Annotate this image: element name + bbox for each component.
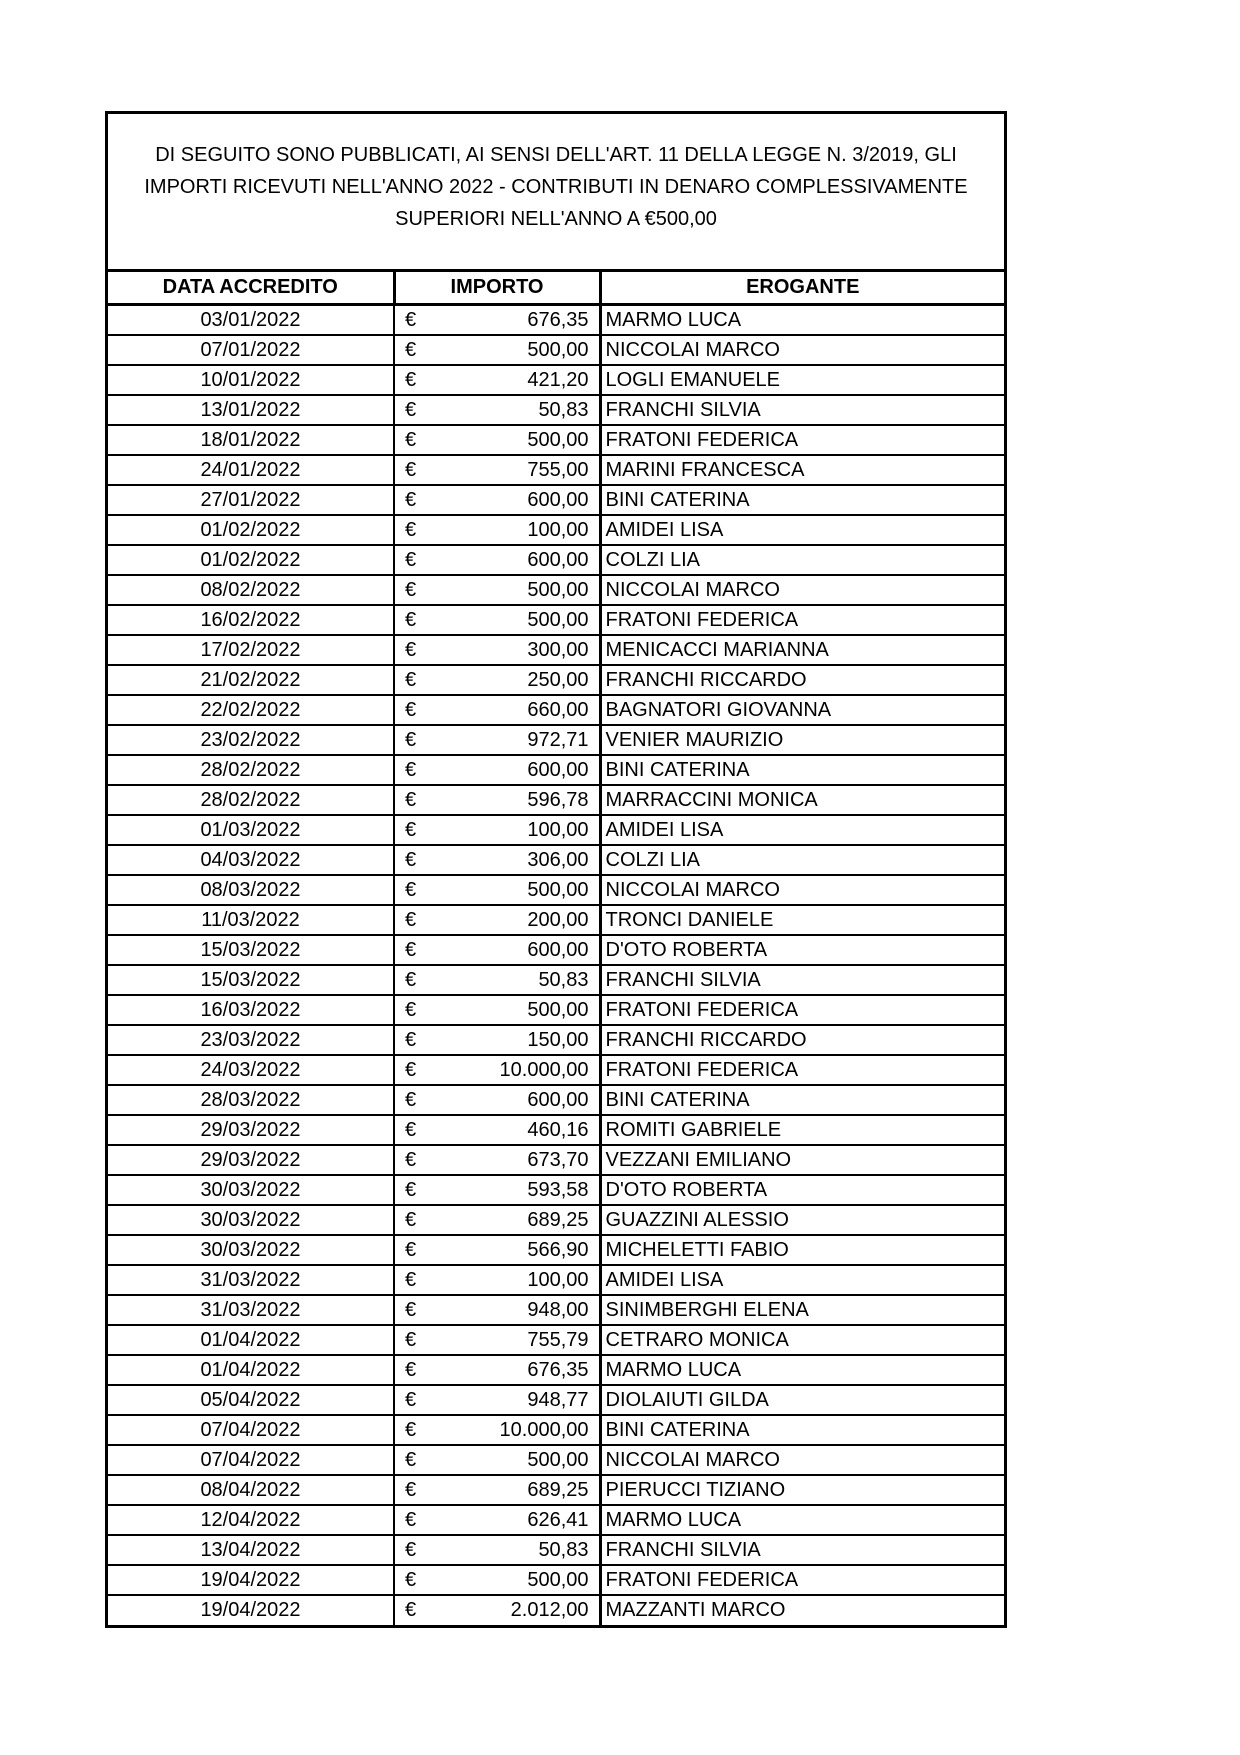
cell-amount	[394, 605, 600, 635]
cell-date: 07/04/2022	[108, 1415, 394, 1445]
amount-value: 50,83	[538, 398, 589, 421]
cell-date: 04/03/2022	[108, 845, 394, 875]
amount-value: 500,00	[527, 998, 589, 1021]
cell-date: 03/01/2022	[108, 304, 394, 335]
amount-value: 755,00	[527, 458, 589, 481]
cell-amount	[394, 1505, 600, 1535]
amount-value: 500,00	[527, 1448, 589, 1471]
currency-symbol: €	[405, 578, 417, 601]
currency-symbol: €	[405, 638, 417, 661]
cell-amount	[394, 785, 600, 815]
cell-date: 01/02/2022	[108, 545, 394, 575]
cell-date: 15/03/2022	[108, 965, 394, 995]
cell-date: 17/02/2022	[108, 635, 394, 665]
currency-symbol: €	[405, 848, 417, 871]
table-row	[108, 905, 1004, 935]
table-row	[108, 1325, 1004, 1355]
currency-symbol: €	[405, 1448, 417, 1471]
cell-amount	[394, 1175, 600, 1205]
cell-amount	[394, 635, 600, 665]
cell-donor: D'OTO ROBERTA	[600, 1175, 1004, 1205]
amount-value: 50,83	[538, 968, 589, 991]
currency-symbol: €	[405, 1088, 417, 1111]
table-row	[108, 1535, 1004, 1565]
table-row	[108, 1265, 1004, 1295]
cell-date: 01/03/2022	[108, 815, 394, 845]
cell-donor: FRANCHI SILVIA	[600, 1535, 1004, 1565]
cell-date: 01/02/2022	[108, 515, 394, 545]
amount-value: 500,00	[527, 878, 589, 901]
cell-amount	[394, 1595, 600, 1625]
table-row	[108, 1355, 1004, 1385]
header-importo: IMPORTO	[394, 272, 600, 304]
amount-value: 689,25	[527, 1208, 589, 1231]
cell-amount	[394, 995, 600, 1025]
currency-symbol: €	[405, 668, 417, 691]
cell-date: 08/02/2022	[108, 575, 394, 605]
table-row	[108, 575, 1004, 605]
currency-symbol: €	[405, 1268, 417, 1291]
amount-value: 500,00	[527, 428, 589, 451]
cell-donor: MICHELETTI FABIO	[600, 1235, 1004, 1265]
amount-value: 948,77	[527, 1388, 589, 1411]
table-row	[108, 935, 1004, 965]
cell-amount	[394, 755, 600, 785]
amount-value: 755,79	[527, 1328, 589, 1351]
table-row	[108, 785, 1004, 815]
cell-date: 07/04/2022	[108, 1445, 394, 1475]
currency-symbol: €	[405, 368, 417, 391]
table-row	[108, 1055, 1004, 1085]
cell-date: 28/02/2022	[108, 785, 394, 815]
cell-donor: MARMO LUCA	[600, 1505, 1004, 1535]
currency-symbol: €	[405, 1148, 417, 1171]
cell-donor: BINI CATERINA	[600, 1085, 1004, 1115]
cell-donor: ROMITI GABRIELE	[600, 1115, 1004, 1145]
cell-donor: COLZI LIA	[600, 545, 1004, 575]
cell-date: 01/04/2022	[108, 1355, 394, 1385]
currency-symbol: €	[405, 608, 417, 631]
cell-amount	[394, 365, 600, 395]
cell-date: 29/03/2022	[108, 1115, 394, 1145]
cell-amount	[394, 545, 600, 575]
table-row	[108, 1115, 1004, 1145]
cell-date: 22/02/2022	[108, 695, 394, 725]
cell-donor: NICCOLAI MARCO	[600, 875, 1004, 905]
cell-amount	[394, 304, 600, 335]
contributions-table	[108, 272, 1004, 1625]
cell-donor: CETRARO MONICA	[600, 1325, 1004, 1355]
cell-date: 15/03/2022	[108, 935, 394, 965]
table-body	[108, 304, 1004, 1625]
currency-symbol: €	[405, 1418, 417, 1441]
amount-value: 150,00	[527, 1028, 589, 1051]
cell-amount	[394, 695, 600, 725]
cell-donor: FRANCHI RICCARDO	[600, 1025, 1004, 1055]
currency-symbol: €	[405, 818, 417, 841]
heading-line-3: SUPERIORI NELL'ANNO A €500,00	[395, 207, 717, 230]
cell-amount	[394, 1535, 600, 1565]
amount-value: 460,16	[527, 1118, 589, 1141]
cell-amount	[394, 845, 600, 875]
currency-symbol: €	[405, 458, 417, 481]
cell-date: 12/04/2022	[108, 1505, 394, 1535]
amount-value: 972,71	[527, 728, 589, 751]
cell-amount	[394, 665, 600, 695]
cell-donor: COLZI LIA	[600, 845, 1004, 875]
amount-value: 600,00	[527, 1088, 589, 1111]
amount-value: 10.000,00	[499, 1418, 589, 1441]
cell-date: 11/03/2022	[108, 905, 394, 935]
cell-date: 19/04/2022	[108, 1595, 394, 1625]
currency-symbol: €	[405, 308, 417, 331]
amount-value: 100,00	[527, 818, 589, 841]
cell-date: 18/01/2022	[108, 425, 394, 455]
cell-donor: BAGNATORI GIOVANNA	[600, 695, 1004, 725]
currency-symbol: €	[405, 1028, 417, 1051]
table-row	[108, 1445, 1004, 1475]
cell-date: 08/03/2022	[108, 875, 394, 905]
cell-donor: D'OTO ROBERTA	[600, 935, 1004, 965]
cell-donor: TRONCI DANIELE	[600, 905, 1004, 935]
cell-donor: NICCOLAI MARCO	[600, 335, 1004, 365]
header-erogante: EROGANTE	[600, 272, 1004, 304]
amount-value: 676,35	[527, 308, 589, 331]
currency-symbol: €	[405, 728, 417, 751]
table-row	[108, 304, 1004, 335]
heading-line-2: IMPORTI RICEVUTI NELL'ANNO 2022 - CONTRIBUTI IN DENARO COMPLESSIVAMENTE	[144, 175, 968, 198]
cell-date: 31/03/2022	[108, 1265, 394, 1295]
amount-value: 500,00	[527, 338, 589, 361]
table-row	[108, 1505, 1004, 1535]
cell-date: 07/01/2022	[108, 335, 394, 365]
amount-value: 600,00	[527, 938, 589, 961]
table-row	[108, 515, 1004, 545]
cell-donor: FRATONI FEDERICA	[600, 425, 1004, 455]
currency-symbol: €	[405, 1538, 417, 1561]
cell-amount	[394, 815, 600, 845]
table-header-row	[108, 272, 1004, 304]
amount-value: 596,78	[527, 788, 589, 811]
amount-value: 300,00	[527, 638, 589, 661]
cell-amount	[394, 965, 600, 995]
cell-donor: MAZZANTI MARCO	[605, 1599, 786, 1621]
currency-symbol: €	[405, 1058, 417, 1081]
amount-value: 593,58	[527, 1178, 589, 1201]
cell-date: 01/04/2022	[108, 1325, 394, 1355]
amount-value: 660,00	[527, 698, 589, 721]
cell-date: 30/03/2022	[108, 1205, 394, 1235]
cell-amount	[394, 1115, 600, 1145]
amount-value: 600,00	[527, 548, 589, 571]
table-row	[108, 1235, 1004, 1265]
table-row	[108, 335, 1004, 365]
currency-symbol: €	[405, 698, 417, 721]
currency-symbol: €	[405, 1208, 417, 1231]
cell-donor: MARINI FRANCESCA	[600, 455, 1004, 485]
cell-amount	[394, 335, 600, 365]
cell-date: 19/04/2022	[108, 1565, 394, 1595]
currency-symbol: €	[405, 1478, 417, 1501]
cell-donor: AMIDEI LISA	[600, 515, 1004, 545]
currency-symbol: €	[405, 428, 417, 451]
currency-symbol: €	[405, 878, 417, 901]
table-row	[108, 695, 1004, 725]
cell-amount	[394, 575, 600, 605]
cell-date: 30/03/2022	[108, 1235, 394, 1265]
table-row	[108, 365, 1004, 395]
table-row	[108, 665, 1004, 695]
cell-date: 29/03/2022	[108, 1145, 394, 1175]
cell-donor: MARRACCINI MONICA	[600, 785, 1004, 815]
cell-donor: VENIER MAURIZIO	[600, 725, 1004, 755]
cell-amount	[394, 935, 600, 965]
cell-donor: NICCOLAI MARCO	[600, 1445, 1004, 1475]
currency-symbol: €	[405, 788, 417, 811]
currency-symbol: €	[405, 1298, 417, 1321]
cell-donor: MARMO LUCA	[600, 304, 1004, 335]
currency-symbol: €	[405, 1328, 417, 1351]
table-row	[108, 1295, 1004, 1325]
table-row	[108, 635, 1004, 665]
currency-symbol: €	[405, 1388, 417, 1411]
amount-value: 600,00	[527, 758, 589, 781]
amount-value: 10.000,00	[499, 1058, 589, 1081]
amount-value: 948,00	[527, 1298, 589, 1321]
cell-amount	[394, 905, 600, 935]
table-row	[108, 1085, 1004, 1115]
cell-amount	[394, 1145, 600, 1175]
table-row	[108, 1415, 1004, 1445]
amount-value: 500,00	[527, 608, 589, 631]
currency-symbol: €	[405, 968, 417, 991]
heading-line-1: DI SEGUITO SONO PUBBLICATI, AI SENSI DELL'ART. 11 DELLA LEGGE N. 3/2019, GLI	[155, 143, 957, 166]
amount-value: 306,00	[527, 848, 589, 871]
amount-value: 250,00	[527, 668, 589, 691]
table-row	[108, 725, 1004, 755]
currency-symbol: €	[405, 488, 417, 511]
amount-value: 100,00	[527, 518, 589, 541]
cell-amount	[394, 1355, 600, 1385]
cell-amount	[394, 425, 600, 455]
cell-date: 13/01/2022	[108, 395, 394, 425]
currency-symbol: €	[405, 908, 417, 931]
cell-donor: FRATONI FEDERICA	[600, 605, 1004, 635]
cell-donor: DIOLAIUTI GILDA	[600, 1385, 1004, 1415]
cell-donor: BINI CATERINA	[600, 755, 1004, 785]
table-row	[108, 845, 1004, 875]
contributions-document	[105, 111, 1007, 1628]
cell-amount	[394, 1445, 600, 1475]
table-row	[108, 875, 1004, 905]
currency-symbol: €	[405, 1238, 417, 1261]
cell-amount	[394, 1055, 600, 1085]
cell-donor: BINI CATERINA	[600, 485, 1004, 515]
cell-donor: LOGLI EMANUELE	[600, 365, 1004, 395]
cell-amount	[394, 515, 600, 545]
amount-value: 626,41	[527, 1508, 589, 1531]
cell-date: 05/04/2022	[108, 1385, 394, 1415]
cell-amount	[394, 1415, 600, 1445]
cell-donor: VEZZANI EMILIANO	[600, 1145, 1004, 1175]
cell-date: 13/04/2022	[108, 1535, 394, 1565]
amount-value: 100,00	[527, 1268, 589, 1291]
cell-amount	[394, 1325, 600, 1355]
cell-date: 21/02/2022	[108, 665, 394, 695]
cell-donor: FRANCHI RICCARDO	[600, 665, 1004, 695]
currency-symbol: €	[405, 998, 417, 1021]
cell-donor: MARMO LUCA	[600, 1355, 1004, 1385]
cell-date: 30/03/2022	[108, 1175, 394, 1205]
cell-donor: FRATONI FEDERICA	[600, 1055, 1004, 1085]
cell-date: 16/03/2022	[108, 995, 394, 1025]
cell-donor: GUAZZINI ALESSIO	[600, 1205, 1004, 1235]
cell-donor: BINI CATERINA	[600, 1415, 1004, 1445]
cell-donor: FRANCHI SILVIA	[600, 395, 1004, 425]
currency-symbol: €	[405, 1118, 417, 1141]
cell-amount	[394, 1025, 600, 1055]
amount-value: 500,00	[527, 1568, 589, 1591]
cell-date: 08/04/2022	[108, 1475, 394, 1505]
table-row	[108, 1475, 1004, 1505]
amount-value: 689,25	[527, 1478, 589, 1501]
cell-date: 10/01/2022	[108, 365, 394, 395]
table-row	[108, 545, 1004, 575]
amount-value: 2.012,00	[510, 1599, 589, 1621]
currency-symbol: €	[405, 548, 417, 571]
document-heading	[108, 114, 1004, 272]
cell-donor: SINIMBERGHI ELENA	[600, 1295, 1004, 1325]
table-row	[108, 1175, 1004, 1205]
currency-symbol: €	[405, 1568, 417, 1591]
cell-amount	[394, 455, 600, 485]
cell-date: 27/01/2022	[108, 485, 394, 515]
table-row	[108, 605, 1004, 635]
cell-amount	[394, 875, 600, 905]
table-row	[108, 1205, 1004, 1235]
currency-symbol: €	[405, 938, 417, 961]
cell-donor: MENICACCI MARIANNA	[600, 635, 1004, 665]
amount-value: 421,20	[527, 368, 589, 391]
table-row	[108, 965, 1004, 995]
cell-date: 24/01/2022	[108, 455, 394, 485]
cell-date: 16/02/2022	[108, 605, 394, 635]
currency-symbol: €	[405, 758, 417, 781]
currency-symbol: €	[405, 338, 417, 361]
currency-symbol: €	[405, 518, 417, 541]
cell-donor: NICCOLAI MARCO	[600, 575, 1004, 605]
currency-symbol: €	[405, 1358, 417, 1381]
table-row	[108, 1145, 1004, 1175]
amount-value: 676,35	[527, 1358, 589, 1381]
cell-amount	[394, 1475, 600, 1505]
cell-date: 23/03/2022	[108, 1025, 394, 1055]
cell-donor: PIERUCCI TIZIANO	[600, 1475, 1004, 1505]
table-row	[108, 485, 1004, 515]
cell-amount	[394, 1385, 600, 1415]
cell-amount	[394, 1235, 600, 1265]
amount-value: 500,00	[527, 578, 589, 601]
table-row	[108, 1595, 1004, 1625]
table-row	[108, 1385, 1004, 1415]
table-row	[108, 755, 1004, 785]
header-data-accredito: DATA ACCREDITO	[108, 272, 394, 304]
cell-amount	[394, 1085, 600, 1115]
currency-symbol: €	[405, 1178, 417, 1201]
table-row	[108, 395, 1004, 425]
cell-donor: FRATONI FEDERICA	[600, 995, 1004, 1025]
table-row	[108, 1565, 1004, 1595]
cell-amount	[394, 395, 600, 425]
cell-date: 31/03/2022	[108, 1295, 394, 1325]
cell-amount	[394, 725, 600, 755]
cell-donor: AMIDEI LISA	[600, 815, 1004, 845]
table-row	[108, 815, 1004, 845]
table-row	[108, 455, 1004, 485]
table-row	[108, 1025, 1004, 1055]
cell-date: 24/03/2022	[108, 1055, 394, 1085]
currency-symbol: €	[405, 398, 417, 421]
cell-amount	[394, 485, 600, 515]
cell-donor: AMIDEI LISA	[600, 1265, 1004, 1295]
currency-symbol: €	[405, 1599, 417, 1621]
cell-amount	[394, 1565, 600, 1595]
cell-donor: FRATONI FEDERICA	[600, 1565, 1004, 1595]
cell-amount	[394, 1205, 600, 1235]
cell-donor: FRANCHI SILVIA	[600, 965, 1004, 995]
cell-date: 23/02/2022	[108, 725, 394, 755]
amount-value: 673,70	[527, 1148, 589, 1171]
table-row	[108, 995, 1004, 1025]
cell-date: 28/03/2022	[108, 1085, 394, 1115]
amount-value: 50,83	[538, 1538, 589, 1561]
cell-amount	[394, 1265, 600, 1295]
cell-amount	[394, 1295, 600, 1325]
amount-value: 600,00	[527, 488, 589, 511]
amount-value: 200,00	[527, 908, 589, 931]
cell-date: 28/02/2022	[108, 755, 394, 785]
currency-symbol: €	[405, 1508, 417, 1531]
amount-value: 566,90	[527, 1238, 589, 1261]
table-row	[108, 425, 1004, 455]
